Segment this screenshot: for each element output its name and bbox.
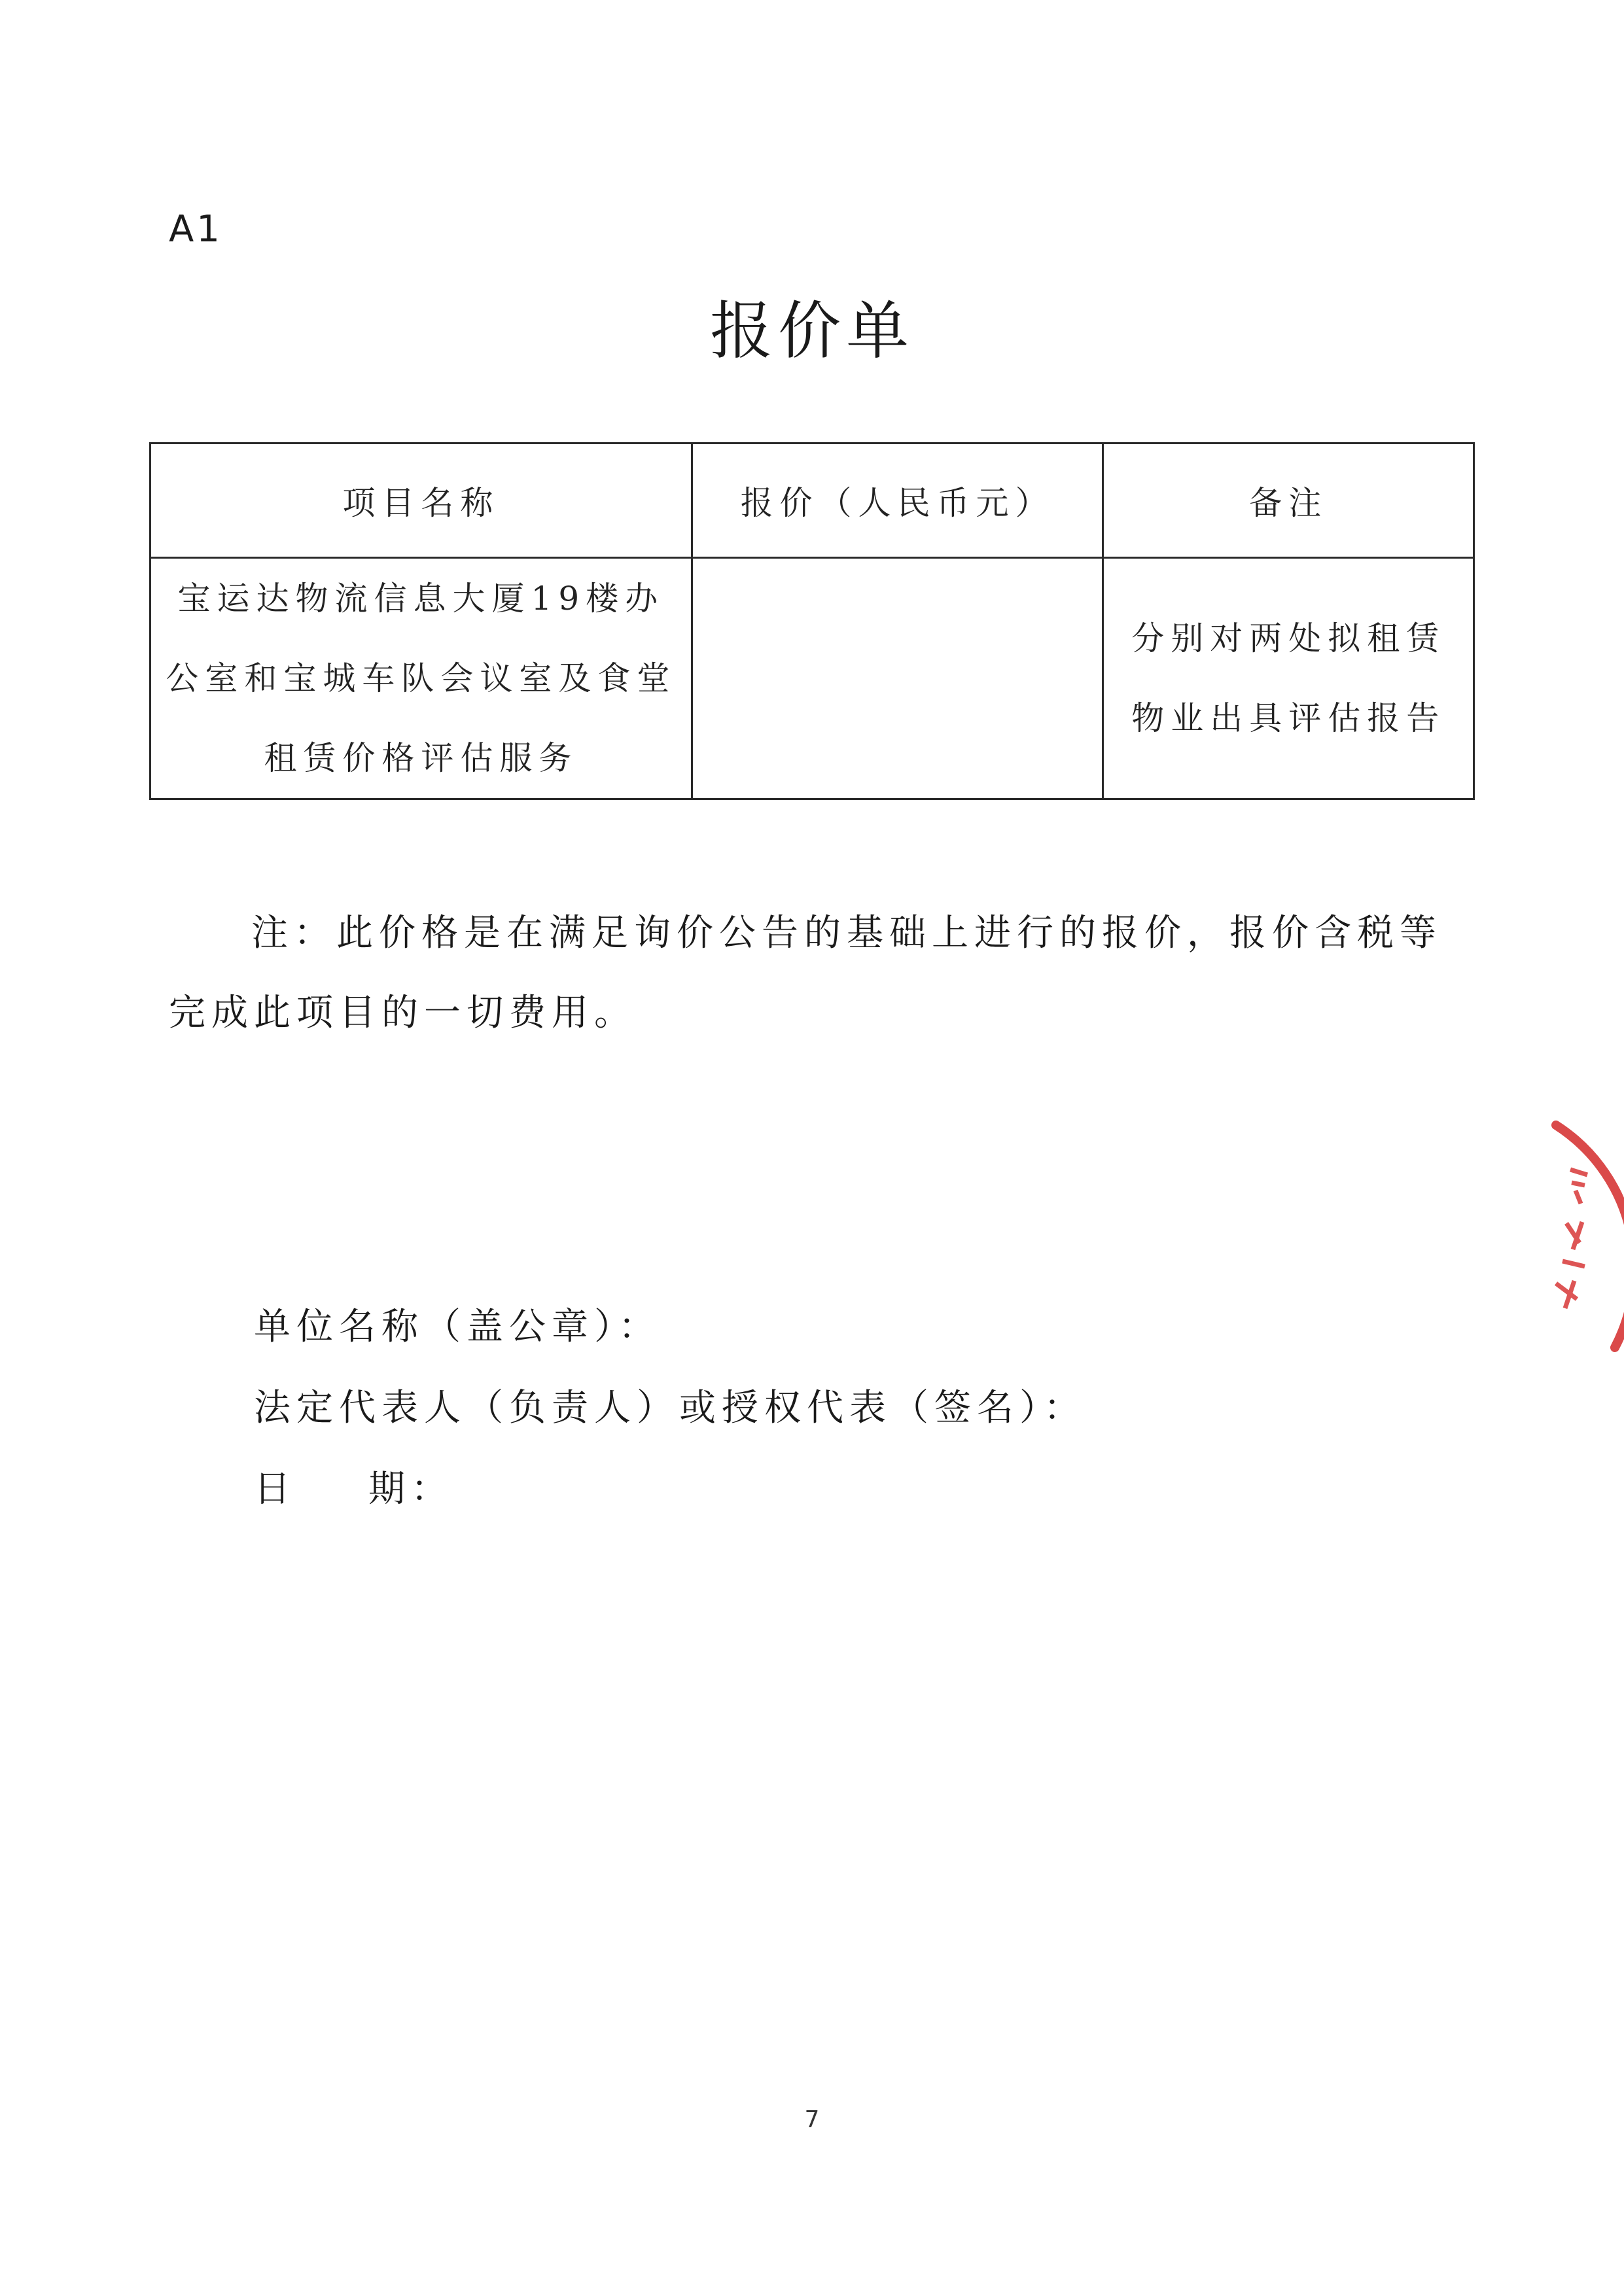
representative-label: 法定代表人（负责人）或授权代表（签名）： (254, 1387, 1086, 1429)
cell-remark: 分别对两处拟租赁物业出具评估报告 (1103, 558, 1474, 799)
document-code: A1 (169, 208, 222, 251)
table-row (150, 558, 1474, 799)
company-seal-partial (1517, 1112, 1624, 1361)
document-title: 报价单 (710, 294, 914, 368)
table-header-row (150, 444, 1474, 558)
cell-project-name: 宝运达物流信息大厦19楼办公室和宝城车队会议室及食堂租赁价格评估服务 (150, 558, 692, 799)
quote-table (149, 442, 1475, 800)
page-number: 7 (804, 2106, 820, 2133)
date-label-part-1: 日 (254, 1468, 296, 1510)
date-label (254, 1460, 453, 1512)
date-label-part-2: 期： (368, 1468, 453, 1510)
header-price: 报价（人民币元） (692, 444, 1103, 558)
header-remark: 备注 (1103, 444, 1474, 558)
note-paragraph: 注：此价格是在满足询价公告的基础上进行的报价，报价含税等完成此项目的一切费用。 (169, 912, 1442, 1034)
header-project-name: 项目名称 (150, 444, 692, 558)
cell-price[interactable] (692, 558, 1103, 799)
unit-name-label: 单位名称（盖公章）： (254, 1306, 661, 1348)
